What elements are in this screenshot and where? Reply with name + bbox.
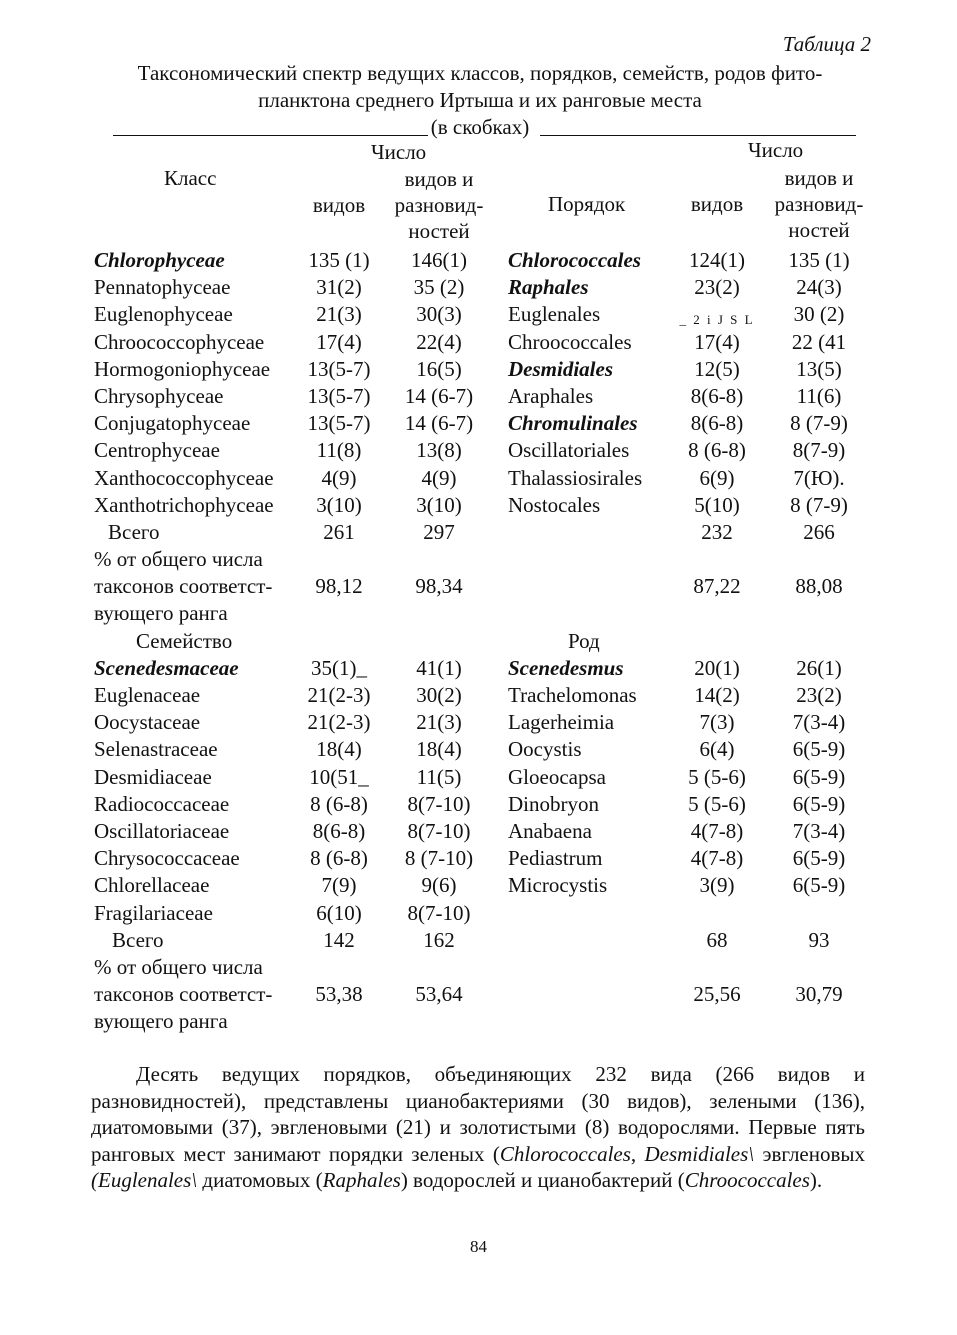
species-variety-count: 9(6) (421, 873, 457, 898)
species-variety-count: 13(8) (416, 438, 462, 463)
total-value: 297 (423, 519, 455, 544)
species-variety-count: 23(2) (796, 683, 842, 707)
paragraph-segment: (Euglenales\ (91, 1168, 198, 1192)
taxon-name: Desmidiaceae (94, 764, 212, 789)
total-value: 93 (808, 927, 830, 952)
header-count-left: Число (371, 140, 427, 164)
species-count: 13(5-7) (307, 411, 371, 436)
species-variety-count: 6(5-9) (792, 737, 846, 762)
species-variety-count: 18(4) (416, 737, 462, 762)
species-count: 8(6-8) (312, 818, 366, 843)
table-row (84, 383, 874, 410)
table-row (84, 437, 874, 464)
species-count: 17(4) (694, 329, 740, 354)
pct-value: 88,08 (795, 574, 843, 599)
total-value: 68 (706, 927, 728, 952)
pct-value: 53,64 (415, 982, 463, 1007)
header-sv2-left: разновид- (394, 193, 484, 217)
pct-value: 53,38 (315, 982, 363, 1007)
species-count: 8 (6-8) (310, 846, 368, 871)
table-row (84, 818, 874, 845)
species-variety-count: 21(3) (416, 710, 462, 735)
pct-row-2-line-2 (84, 981, 874, 1008)
paragraph-segment: эвгленовых (754, 1141, 866, 1166)
species-variety-count: 8(7-10) (407, 791, 471, 816)
paragraph-segment: Desmidiales\ (644, 1141, 755, 1166)
page-number: 84 (470, 1237, 487, 1256)
species-count: 13(5-7) (307, 383, 371, 408)
paragraph-segment: Raphales (322, 1168, 401, 1192)
taxon-name: Centrophyceae (94, 438, 220, 463)
taxon-name: Selenastraceae (94, 737, 218, 762)
taxon-name: Dinobryon (508, 791, 599, 816)
taxon-name: Scenedesmus (508, 655, 624, 680)
species-count: 4(9) (321, 465, 357, 490)
table-row (84, 492, 874, 519)
table-row (84, 356, 874, 383)
total-value: 162 (423, 927, 455, 952)
table-row (84, 900, 874, 927)
species-variety-count: 6(5-9) (792, 791, 846, 816)
taxon-name: Nostocales (508, 492, 601, 517)
species-count: 6(9) (699, 465, 735, 490)
taxon-name: Lagerheimia (508, 710, 615, 735)
species-variety-count: 135 (1) (788, 248, 850, 272)
species-count: 18(4) (316, 737, 362, 762)
header-species-left: видов (312, 193, 366, 217)
species-count: 5(10) (694, 492, 740, 517)
table-row (84, 709, 874, 736)
family-genus-header (84, 628, 874, 655)
species-variety-count: 41(1) (416, 655, 462, 680)
header-count-right: Число (748, 138, 804, 162)
total-value: 266 (803, 519, 835, 544)
species-variety-count: 6(5-9) (792, 873, 846, 898)
header-family: Семейство (136, 628, 233, 653)
taxon-name: Pennatophyceae (94, 275, 231, 300)
total-value: 232 (701, 519, 733, 544)
species-variety-count: 30 (2) (793, 302, 845, 327)
species-count: 21(2-3) (307, 683, 371, 707)
species-variety-count: 8 (7-9) (790, 411, 848, 436)
table-title-line-1: Таксономический спектр ведущих классов, порядков, семейств, родов фито- (137, 61, 823, 85)
species-variety-count: 26(1) (796, 655, 842, 680)
taxon-name: Oscillatoriaceae (94, 818, 230, 843)
header-sv3-left: ностей (408, 219, 470, 243)
taxon-name: Chrysophyceae (94, 383, 224, 408)
table-title-line-2: планктона среднего Иртыша и их ранговые места (258, 88, 702, 112)
species-count: 6(4) (699, 737, 735, 762)
species-variety-count: 14 (6-7) (404, 383, 474, 408)
species-variety-count: 7(3-4) (792, 710, 846, 735)
taxon-name: Chlorococcales (508, 248, 641, 272)
species-variety-count: 8 (7-9) (790, 492, 848, 517)
table-row (84, 682, 874, 709)
pct-value: 87,22 (693, 574, 741, 599)
table-row (84, 791, 874, 818)
total-value: 261 (323, 519, 355, 544)
body-paragraph (91, 1061, 865, 1194)
pct-label: таксонов соответст- (94, 574, 273, 599)
table-row (84, 247, 874, 274)
species-count: 4(7-8) (690, 818, 744, 843)
taxon-name: Chlorophyceae (94, 248, 225, 272)
taxon-name: Oocystaceae (94, 710, 201, 735)
species-variety-count: 11(6) (796, 383, 842, 408)
taxon-name: Desmidiales (508, 356, 613, 381)
taxon-name: Chrysococcaceae (94, 846, 240, 871)
species-count: 135 (1) (308, 248, 370, 272)
header-genus: Род (568, 628, 600, 653)
species-count: _ 2 i J S L (679, 312, 755, 328)
species-variety-count: 3(10) (416, 492, 462, 517)
taxonomy-table (84, 137, 874, 1035)
taxon-name: Euglenaceae (94, 683, 201, 707)
species-count: 124(1) (689, 248, 745, 272)
pct-row-1-line-1 (84, 546, 874, 573)
table-title-line-3: (в скобках) (430, 115, 530, 139)
species-variety-count: 30(2) (416, 683, 462, 707)
species-variety-count: 4(9) (421, 465, 457, 490)
species-variety-count: 24(3) (796, 275, 842, 300)
species-count: 4(7-8) (690, 846, 744, 871)
species-count: 12(5) (694, 356, 740, 381)
paragraph-segment: Десять ведущих порядков, объединяющих 232 вида (266 видов и разновидностей), представлены цианобактериями (30 видов), зелеными (136), диатомовыми (37), эвгленовыми (21) и золотистыми (8) водорослями. Первые пять ранговых мест занимают порядки зеленых ( (91, 1062, 865, 1166)
total-label: Всего (108, 519, 160, 544)
taxon-name: Chroococcophyceae (94, 329, 265, 354)
paragraph-segment: , (630, 1141, 645, 1166)
species-count: 3(9) (699, 873, 735, 898)
species-variety-count: 7(Ю). (793, 465, 845, 490)
species-variety-count: 16(5) (416, 356, 462, 381)
header-species-right: видов (690, 192, 744, 216)
pct-label: % от общего числа (94, 954, 263, 979)
taxon-name: Gloeocapsa (508, 764, 606, 789)
species-variety-count: 8 (7-10) (404, 846, 474, 871)
species-count: 23(2) (694, 275, 740, 300)
species-count: 8(6-8) (690, 411, 744, 436)
taxon-name: Araphales (508, 383, 594, 408)
pct-row-2-line-3 (84, 1008, 874, 1035)
header-sv2-right: разновид- (774, 192, 864, 216)
paragraph-segment: Chroococcales (684, 1168, 810, 1192)
taxon-name: Chlorellaceae (94, 873, 210, 898)
table-row (84, 410, 874, 437)
species-count: 20(1) (694, 655, 740, 680)
header-sv1-right: видов и (784, 166, 854, 190)
paragraph-segment: ) водорослей и цианобактерий ( (400, 1168, 685, 1192)
table-row (84, 301, 874, 328)
taxon-name: Euglenophyceae (94, 302, 233, 327)
taxon-name: Oocystis (508, 737, 582, 762)
species-variety-count: 22(4) (416, 329, 462, 354)
species-variety-count: 22 (41 (791, 329, 847, 354)
species-count: 31(2) (316, 275, 362, 300)
total-value: 142 (323, 927, 355, 952)
table-row (84, 845, 874, 872)
pct-label: вующего ранга (94, 1009, 228, 1034)
table-row (84, 655, 874, 682)
family-genus-rows (84, 655, 874, 927)
species-variety-count: 14 (6-7) (404, 411, 474, 436)
species-variety-count: 11(5) (416, 764, 462, 789)
species-variety-count: 6(5-9) (792, 846, 846, 871)
pct-label: % от общего числа (94, 547, 263, 572)
taxon-name: Xanthococcophyceae (94, 465, 274, 490)
taxon-name: Chroococcales (508, 329, 632, 354)
species-count: 5 (5-6) (688, 791, 746, 816)
paragraph-segment: ). (809, 1168, 823, 1192)
species-variety-count: 146(1) (411, 248, 467, 272)
species-count: 11(8) (316, 438, 362, 463)
table-header (84, 137, 874, 247)
title-underline-right (540, 135, 856, 136)
pct-value: 30,79 (795, 982, 843, 1007)
total-row-1 (84, 519, 874, 546)
pct-value: 25,56 (693, 982, 741, 1007)
pct-label: вующего ранга (94, 601, 228, 626)
species-variety-count: 30(3) (416, 302, 462, 327)
header-order: Порядок (548, 192, 626, 216)
species-count: 8 (6-8) (688, 438, 746, 463)
pct-row-1-line-2 (84, 573, 874, 600)
total-label: Всего (112, 927, 164, 952)
taxon-name: Xanthotrichophyceae (94, 492, 274, 517)
pct-value: 98,12 (315, 574, 363, 599)
species-count: 8(6-8) (690, 383, 744, 408)
taxon-name: Oscillatoriales (508, 438, 630, 463)
taxon-name: Chromulinales (508, 411, 638, 436)
table-row (84, 872, 874, 899)
species-variety-count: 7(3-4) (792, 818, 846, 843)
species-count: 5 (5-6) (688, 764, 746, 789)
taxon-name: Conjugatophyceae (94, 411, 251, 436)
table-row (84, 764, 874, 791)
header-sv3-right: ностей (788, 218, 850, 242)
taxon-name: Thalassiosirales (508, 465, 643, 490)
species-count: 35(1)_ (311, 655, 367, 680)
pct-label: таксонов соответст- (94, 982, 273, 1007)
paragraph-segment: диатомовых ( (197, 1168, 323, 1192)
taxon-name: Scenedesmaceae (94, 655, 239, 680)
taxon-name: Fragilariaceae (94, 900, 213, 925)
species-variety-count: 8(7-9) (792, 438, 846, 463)
table-label: Таблица 2 (782, 32, 871, 56)
species-count: 7(3) (699, 710, 735, 735)
taxon-name: Pediastrum (508, 846, 603, 871)
taxon-name: Radiococcaceae (94, 791, 230, 816)
species-count: 21(2-3) (307, 710, 371, 735)
species-count: 17(4) (316, 329, 362, 354)
species-variety-count: 13(5) (796, 356, 842, 381)
species-count: 10(51_ (309, 764, 369, 789)
paragraph-segment: Chlorococcales (499, 1141, 631, 1166)
taxon-name: Hormogoniophyceae (94, 356, 271, 381)
total-row-2 (84, 927, 874, 954)
species-count: 21(3) (316, 302, 362, 327)
species-count: 14(2) (694, 683, 740, 707)
table-row (84, 274, 874, 301)
species-variety-count: 8(7-10) (407, 900, 471, 925)
taxon-name: Trachelomonas (508, 683, 637, 707)
title-underline-left (113, 135, 428, 136)
species-count: 6(10) (316, 900, 362, 925)
table-row (84, 465, 874, 492)
species-count: 3(10) (316, 492, 362, 517)
pct-row-2-line-1 (84, 954, 874, 981)
pct-value: 98,34 (415, 574, 463, 599)
taxon-name: Raphales (508, 275, 589, 300)
header-sv1-left: видов и (404, 167, 474, 191)
pct-row-1-line-3 (84, 600, 874, 627)
species-count: 7(9) (321, 873, 357, 898)
species-variety-count: 6(5-9) (792, 764, 846, 789)
species-variety-count: 35 (2) (413, 275, 465, 300)
table-row (84, 329, 874, 356)
species-count: 13(5-7) (307, 356, 371, 381)
class-order-rows (84, 247, 874, 519)
taxon-name: Anabaena (508, 818, 592, 843)
header-class: Класс (164, 166, 217, 190)
table-row (84, 736, 874, 763)
taxon-name: Microcystis (508, 873, 608, 898)
species-count: 8 (6-8) (310, 791, 368, 816)
taxon-name: Euglenales (508, 302, 601, 327)
species-variety-count: 8(7-10) (407, 818, 471, 843)
